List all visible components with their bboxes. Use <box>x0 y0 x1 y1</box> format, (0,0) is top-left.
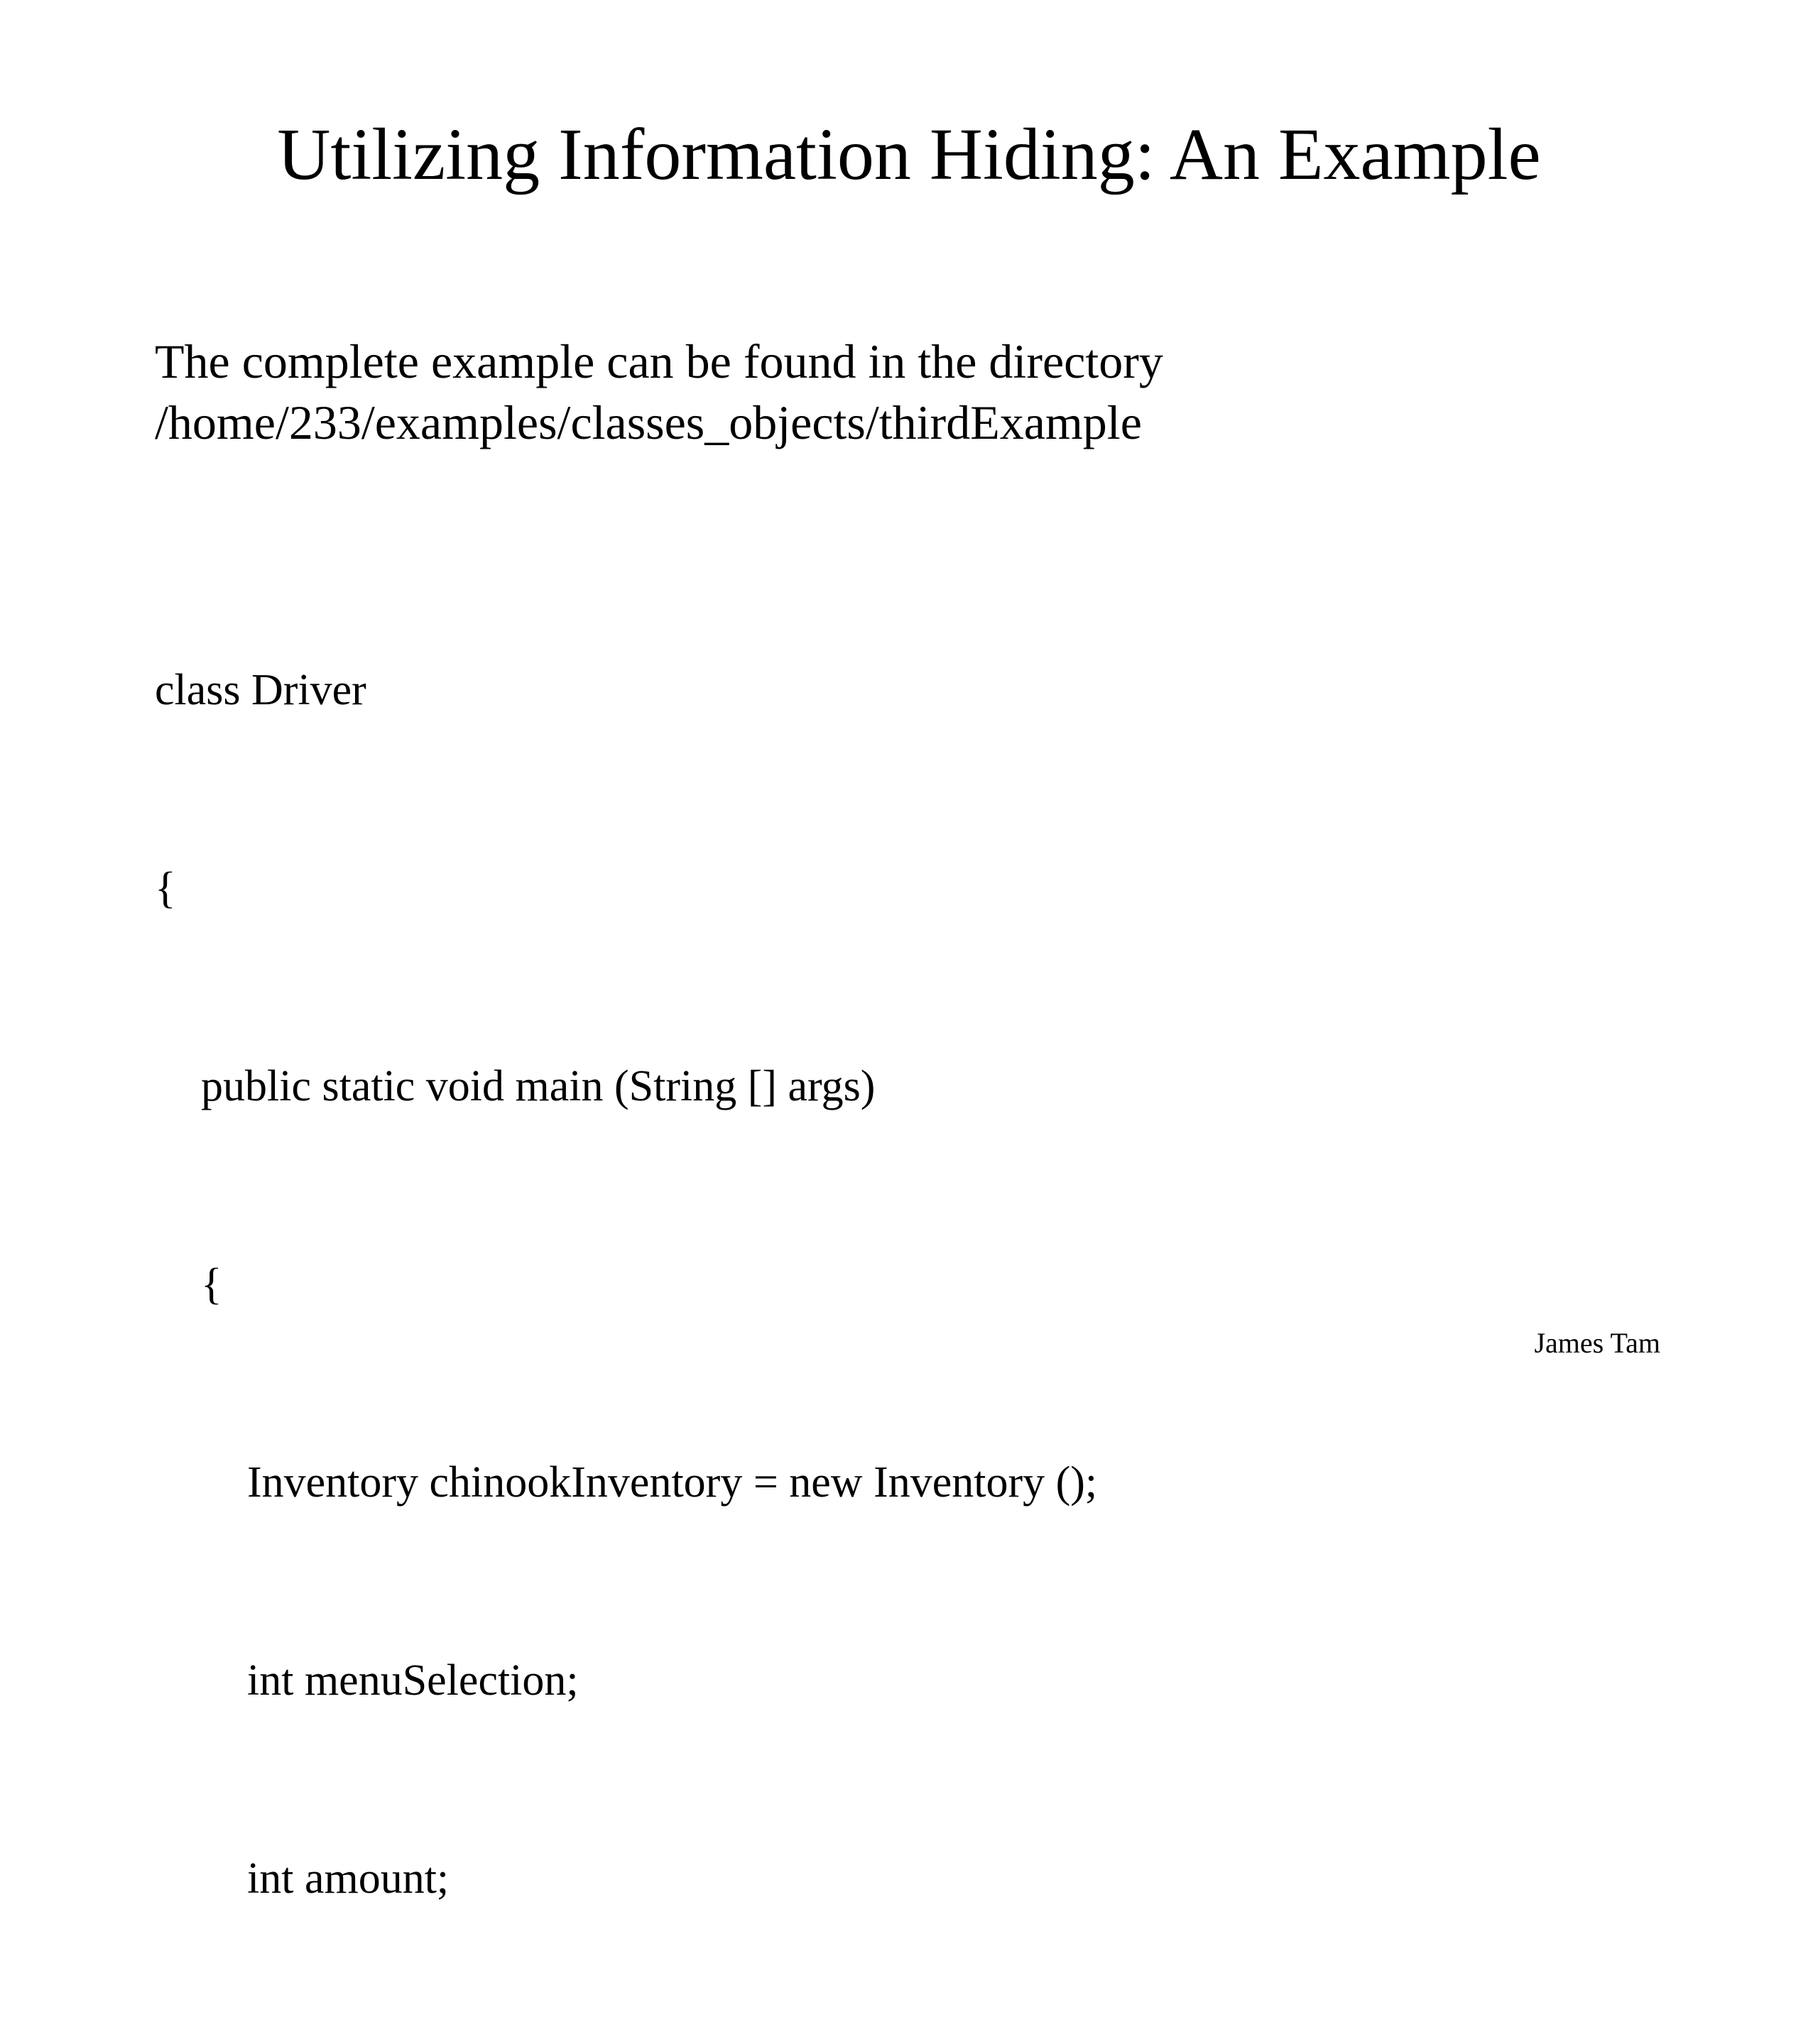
directory-path: /home/233/examples/classes_objects/thirdExample <box>155 395 1142 449</box>
author-footer: James Tam <box>1534 1327 1660 1359</box>
code-line: Inventory chinookInventory = new Inventory (); <box>247 1458 1098 1507</box>
intro-line: The complete example can be found in the directory <box>155 334 1163 388</box>
intro-text <box>155 331 1163 453</box>
code-line: public static void main (String [] args) <box>201 1062 876 1110</box>
code-block <box>155 525 1097 2044</box>
code-line: int menuSelection; <box>247 1656 579 1705</box>
code-line: int amount; <box>247 1854 450 1903</box>
slide-title: Utilizing Information Hiding: An Example <box>277 114 1541 195</box>
code-line: { <box>201 1260 222 1308</box>
code-line: { <box>155 864 176 912</box>
code-line: class Driver <box>155 666 366 714</box>
